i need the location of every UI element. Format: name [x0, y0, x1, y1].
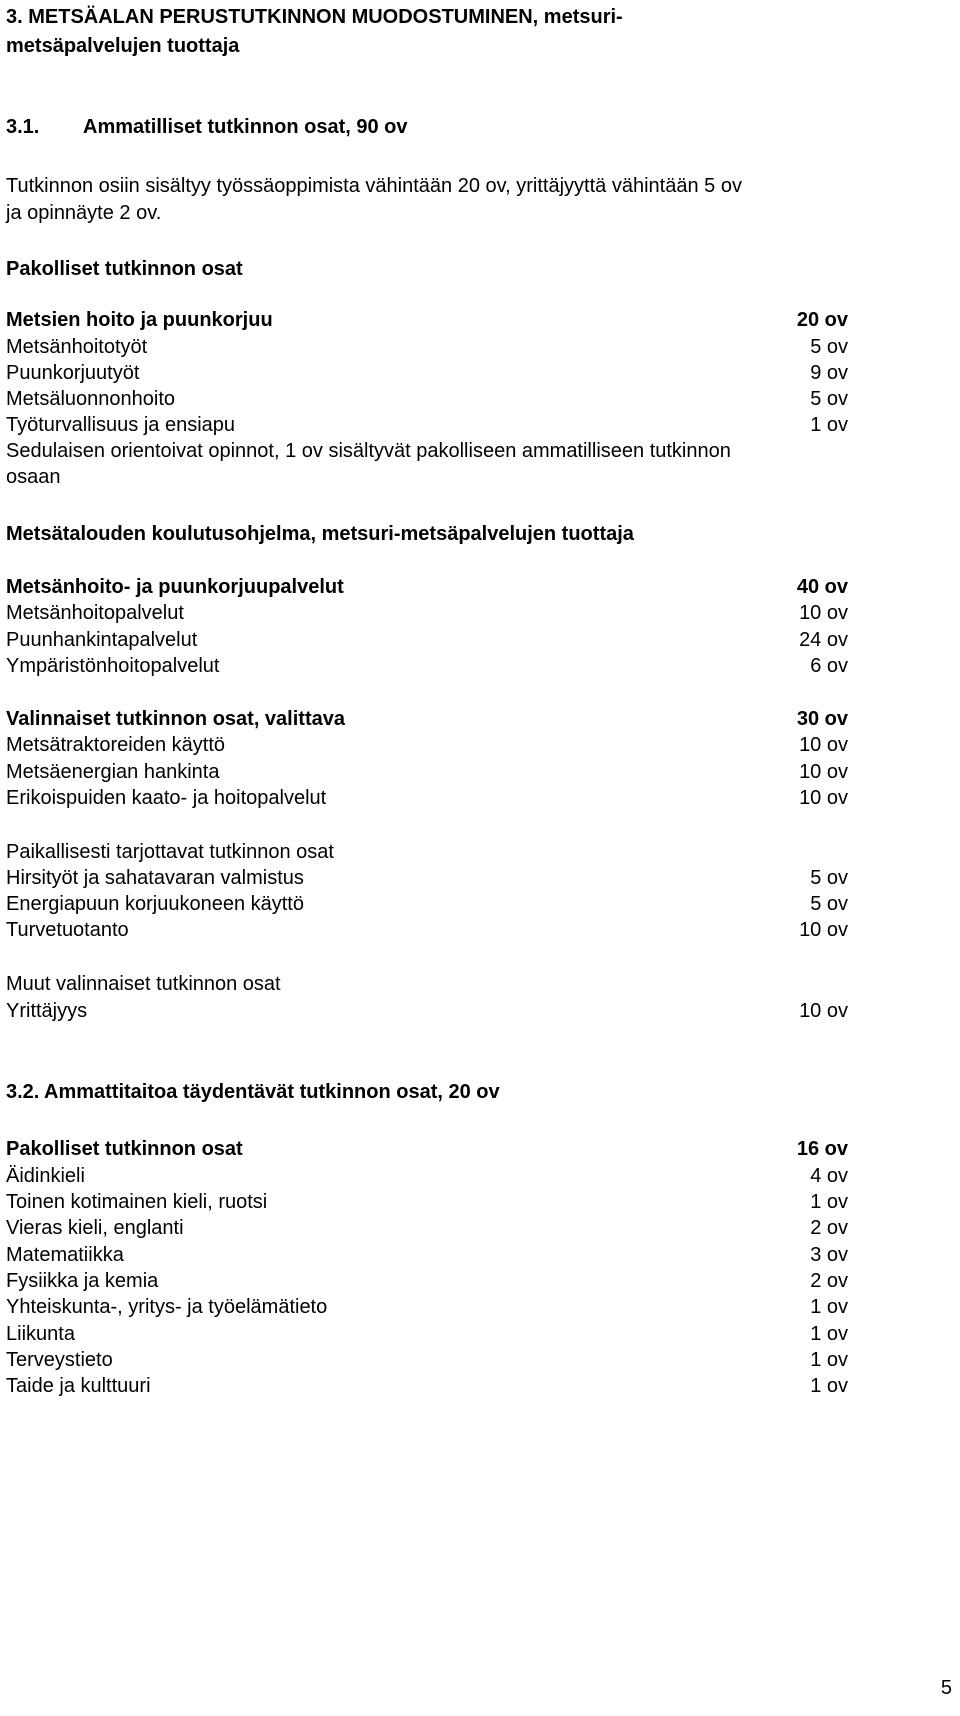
row-label: Erikoispuiden kaato- ja hoitopalvelut	[6, 787, 327, 809]
row-label: Vieras kieli, englanti	[6, 1217, 184, 1239]
table-row	[6, 1241, 848, 1270]
table-row	[6, 890, 848, 919]
row-value: 2 ov	[810, 1217, 848, 1239]
table-row	[6, 1346, 848, 1375]
row-label: Työturvallisuus ja ensiapu	[6, 414, 236, 436]
document-heading-line1: 3. METSÄALAN PERUSTUTKINNON MUODOSTUMINEN, metsuri-	[6, 6, 623, 28]
table-row	[6, 385, 848, 414]
table-row	[6, 1162, 848, 1191]
table-row	[6, 1214, 848, 1243]
row-label: Turvetuotanto	[6, 919, 129, 941]
table-row	[6, 916, 848, 945]
section-31-number: 3.1.	[6, 116, 40, 138]
table-row	[6, 411, 848, 440]
row-value: 5 ov	[810, 867, 848, 889]
row-value: 2 ov	[810, 1270, 848, 1292]
section-31-intro-line2: ja opinnäyte 2 ov.	[6, 202, 162, 224]
table-row	[6, 1188, 848, 1217]
group2-header-row	[6, 573, 848, 602]
row-value: 1 ov	[810, 414, 848, 436]
row-value: 10 ov	[799, 761, 848, 783]
row-label: Toinen kotimainen kieli, ruotsi	[6, 1191, 268, 1213]
section-32-title: Ammattitaitoa täydentävät tutkinnon osat, 20 ov	[44, 1081, 500, 1103]
mandatory-heading: Pakolliset tutkinnon osat	[6, 258, 243, 280]
row-label: Äidinkieli	[6, 1165, 85, 1187]
row-label: Liikunta	[6, 1323, 75, 1345]
group1-header-row	[6, 306, 848, 335]
group3-total: 30 ov	[796, 708, 848, 730]
table-row	[6, 599, 848, 628]
row-label: Yrittäjyys	[6, 1000, 88, 1022]
table-row	[6, 784, 848, 813]
group3-header-row	[6, 705, 848, 734]
row-label: Metsänhoitopalvelut	[6, 602, 184, 624]
table-row	[6, 1293, 848, 1322]
table-row	[6, 864, 848, 893]
row-value: 24 ov	[799, 629, 848, 651]
table-row	[6, 997, 848, 1026]
section-32-number: 3.2.	[6, 1081, 40, 1103]
group4-title: Paikallisesti tarjottavat tutkinnon osat	[6, 841, 334, 863]
row-value: 6 ov	[810, 655, 848, 677]
row-value: 1 ov	[810, 1191, 848, 1213]
row-value: 10 ov	[799, 1000, 848, 1022]
row-value: 5 ov	[810, 336, 848, 358]
group2-title: Metsänhoito- ja puunkorjuupalvelut	[6, 576, 344, 598]
table-row	[6, 626, 848, 655]
row-value: 1 ov	[810, 1296, 848, 1318]
row-label: Metsäenergian hankinta	[6, 761, 220, 783]
section-31-intro-line1: Tutkinnon osiin sisältyy työssäoppimista vähintään 20 ov, yrittäjyyttä vähintään 5 ov	[6, 175, 742, 197]
group2-total: 40 ov	[796, 576, 848, 598]
row-value: 3 ov	[810, 1244, 848, 1266]
row-label: Metsänhoitotyöt	[6, 336, 148, 358]
row-value: 10 ov	[799, 919, 848, 941]
row-value: 9 ov	[810, 362, 848, 384]
row-label: Metsätraktoreiden käyttö	[6, 734, 225, 756]
row-label: Puunkorjuutyöt	[6, 362, 140, 384]
group1-total: 20 ov	[796, 309, 848, 331]
orientation-note-line1: Sedulaisen orientoivat opinnot, 1 ov sisältyvät pakolliseen ammatilliseen tutkinnon	[6, 440, 731, 462]
group3-title: Valinnaiset tutkinnon osat, valittava	[6, 708, 345, 730]
section32-group-title: Pakolliset tutkinnon osat	[6, 1138, 243, 1160]
table-row	[6, 758, 848, 787]
table-row	[6, 1320, 848, 1349]
row-label: Metsäluonnonhoito	[6, 388, 176, 410]
row-value: 1 ov	[810, 1375, 848, 1397]
table-row	[6, 652, 848, 681]
document-heading-line2: metsäpalvelujen tuottaja	[6, 35, 240, 57]
row-value: 10 ov	[799, 787, 848, 809]
row-label: Yhteiskunta-, yritys- ja työelämätieto	[6, 1296, 328, 1318]
row-label: Hirsityöt ja sahatavaran valmistus	[6, 867, 304, 889]
row-value: 4 ov	[810, 1165, 848, 1187]
page-number: 5	[940, 1677, 952, 1699]
row-value: 1 ov	[810, 1349, 848, 1371]
row-value: 10 ov	[799, 602, 848, 624]
row-label: Matematiikka	[6, 1244, 124, 1266]
programme-heading: Metsätalouden koulutusohjelma, metsuri-metsäpalvelujen tuottaja	[6, 523, 634, 545]
row-value: 5 ov	[810, 893, 848, 915]
table-row	[6, 731, 848, 760]
group1-title: Metsien hoito ja puunkorjuu	[6, 309, 273, 331]
row-label: Taide ja kulttuuri	[6, 1375, 151, 1397]
row-label: Ympäristönhoitopalvelut	[6, 655, 220, 677]
row-value: 10 ov	[799, 734, 848, 756]
orientation-note-line2: osaan	[6, 466, 61, 488]
document-page	[6, 0, 956, 1716]
row-label: Energiapuun korjuukoneen käyttö	[6, 893, 304, 915]
section32-group-header-row	[6, 1135, 848, 1164]
row-label: Terveystieto	[6, 1349, 113, 1371]
row-value: 1 ov	[810, 1323, 848, 1345]
section-31-title: Ammatilliset tutkinnon osat, 90 ov	[83, 116, 408, 138]
table-row	[6, 333, 848, 362]
table-row	[6, 359, 848, 388]
row-label: Puunhankintapalvelut	[6, 629, 198, 651]
section32-group-total: 16 ov	[796, 1138, 848, 1160]
row-label: Fysiikka ja kemia	[6, 1270, 159, 1292]
table-row	[6, 1267, 848, 1296]
table-row	[6, 1372, 848, 1401]
group5-title: Muut valinnaiset tutkinnon osat	[6, 973, 281, 995]
row-value: 5 ov	[810, 388, 848, 410]
